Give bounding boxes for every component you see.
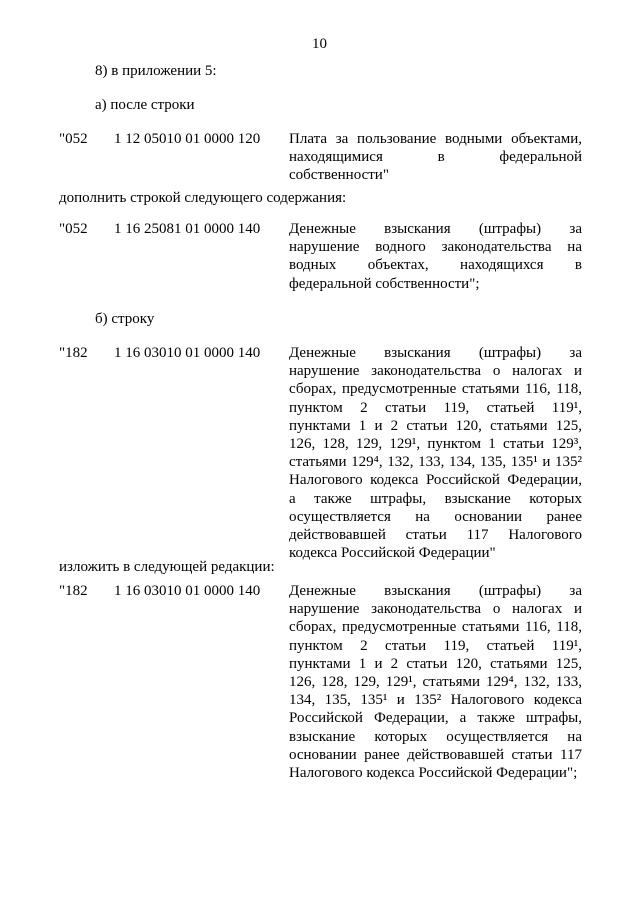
row1-description — [289, 130, 582, 185]
row4-line: взыскание которых осуществляется на — [289, 728, 582, 745]
row4-kbk: 1 16 03010 01 0000 140 — [114, 583, 261, 599]
row4-line: 134, 135, 135¹ и 135² Налогового кодекса — [289, 692, 582, 709]
row2-line: водных объектах, находящихся в — [289, 257, 582, 274]
row4-line: Российской Федерации, а также штрафы, — [289, 710, 582, 727]
subitem-a: а) после строки — [95, 97, 195, 113]
row1-line: находящимися в федеральной — [289, 149, 582, 166]
row3-code: "182 — [59, 345, 88, 361]
subitem-b: б) строку — [95, 311, 155, 327]
row4-line: основании ранее действовавшей статьи 117 — [289, 746, 582, 763]
row2-line: Денежные взыскания (штрафы) за — [289, 221, 582, 237]
page-number: 10 — [312, 36, 327, 52]
row2-code: "052 — [59, 221, 88, 237]
row4-line: Денежные взыскания (штрафы) за — [289, 583, 582, 599]
row3-line: сборах, предусмотренные статьями 116, 118, — [289, 381, 582, 398]
row4-line: пунктом 2 статьи 119, статьей 119¹, — [289, 637, 582, 654]
row1-line: Плата за пользование водными объектами, — [289, 131, 582, 147]
row2-line: федеральной собственности"; — [289, 275, 480, 292]
edit-text: изложить в следующей редакции: — [59, 559, 275, 575]
row3-line: 126, 128, 129, 129¹, пунктом 1 статьи 129³, — [289, 435, 582, 452]
row3-line: нарушение законодательства о налогах и — [289, 363, 582, 380]
row3-line: а также штрафы, взыскание которых — [289, 490, 582, 507]
intro-paragraph: 8) в приложении 5: — [95, 63, 217, 79]
row3-line: статьями 129⁴, 132, 133, 134, 135, 135¹ и 135² — [289, 454, 582, 471]
row3-line: пунктом 2 статьи 119, статьей 119¹, — [289, 399, 582, 416]
row3-line: пунктами 1 и 2 статьи 120, статьями 125, — [289, 417, 582, 434]
row2-description — [289, 220, 582, 293]
row4-line: 126, 128, 129, 129¹, статьями 129⁴, 132, 133, — [289, 673, 582, 690]
row3-line: осуществляется на основании ранее — [289, 508, 582, 525]
row4-description — [289, 582, 582, 782]
row3-line: Налогового кодекса Российской Федерации, — [289, 472, 582, 489]
row2-line: нарушение водного законодательства на — [289, 239, 582, 256]
add-text: дополнить строкой следующего содержания: — [59, 190, 347, 206]
row4-line: нарушение законодательства о налогах и — [289, 601, 582, 618]
row1-code: "052 — [59, 131, 88, 147]
row4-code: "182 — [59, 583, 88, 599]
row4-line: Налогового кодекса Российской Федерации"; — [289, 764, 578, 781]
row3-description — [289, 344, 582, 562]
row3-line: действовавшей статьи 117 Налогового — [289, 526, 582, 543]
row3-line: кодекса Российской Федерации" — [289, 545, 496, 562]
row2-kbk: 1 16 25081 01 0000 140 — [114, 221, 261, 237]
row3-line: Денежные взыскания (штрафы) за — [289, 345, 582, 361]
row4-line: пунктами 1 и 2 статьи 120, статьями 125, — [289, 655, 582, 672]
row1-kbk: 1 12 05010 01 0000 120 — [114, 131, 261, 147]
row1-line: собственности" — [289, 167, 389, 184]
row3-kbk: 1 16 03010 01 0000 140 — [114, 345, 261, 361]
row4-line: сборах, предусмотренные статьями 116, 118, — [289, 619, 582, 636]
